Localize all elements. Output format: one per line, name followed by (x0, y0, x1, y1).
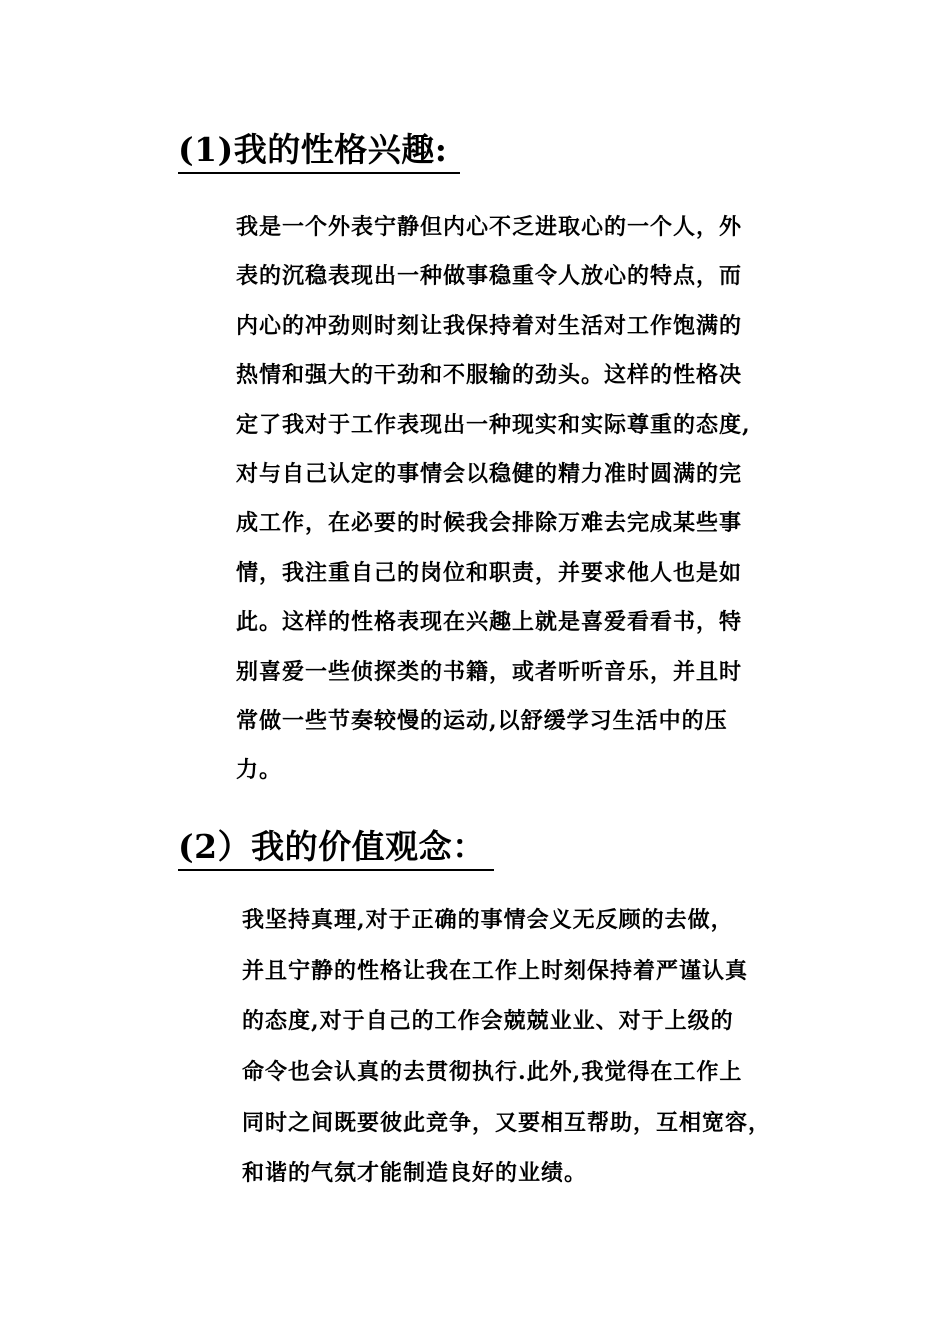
paragraph-line: 和谐的气氛才能制造良好的业绩。 (242, 1160, 588, 1187)
paragraph-line: 同时之间既要彼此竞争，又要相互帮助，互相宽容， (242, 1109, 772, 1136)
personality-paragraph (236, 203, 751, 796)
section-heading-personality: (1)我的性格兴趣: (178, 130, 460, 174)
section-heading-values: (2）我的价值观念： (178, 827, 494, 871)
paragraph-line: 并且宁静的性格让我在工作上时刻保持着严谨认真 (242, 957, 749, 984)
paragraph-line: 的态度,对于自己的工作会兢兢业业、对于上级的 (242, 1008, 734, 1035)
paragraph-line: 此。这样的性格表现在兴趣上就是喜爱看看书，特 (236, 609, 743, 636)
paragraph-line: 我坚持真理,对于正确的事情会义无反顾的去做， (242, 907, 734, 933)
paragraph-line: 成工作，在必要的时候我会排除万难去完成某些事 (236, 510, 743, 537)
paragraph-line: 常做一些节奏较慢的运动,以舒缓学习生活中的压 (236, 707, 728, 734)
paragraph-line: 命令也会认真的去贯彻执行.此外,我觉得在工作上 (242, 1059, 743, 1086)
paragraph-line: 定了我对于工作表现出一种现实和实际尊重的态度, (236, 411, 751, 438)
paragraph-line: 情，我注重自己的岗位和职责，并要求他人也是如 (236, 559, 743, 586)
paragraph-line: 我是一个外表宁静但内心不乏进取心的一个人，外 (236, 214, 743, 240)
paragraph-line: 表的沉稳表现出一种做事稳重令人放心的特点，而 (236, 263, 743, 290)
paragraph-line: 对与自己认定的事情会以稳健的精力准时圆满的完 (236, 460, 743, 487)
paragraph-line: 热情和强大的干劲和不服输的劲头。这样的性格决 (236, 362, 743, 389)
paragraph-line: 别喜爱一些侦探类的书籍，或者听听音乐，并且时 (236, 658, 743, 685)
paragraph-line: 力。 (236, 757, 283, 784)
values-paragraph (242, 895, 771, 1199)
paragraph-line: 内心的冲劲则时刻让我保持着对生活对工作饱满的 (236, 312, 743, 339)
